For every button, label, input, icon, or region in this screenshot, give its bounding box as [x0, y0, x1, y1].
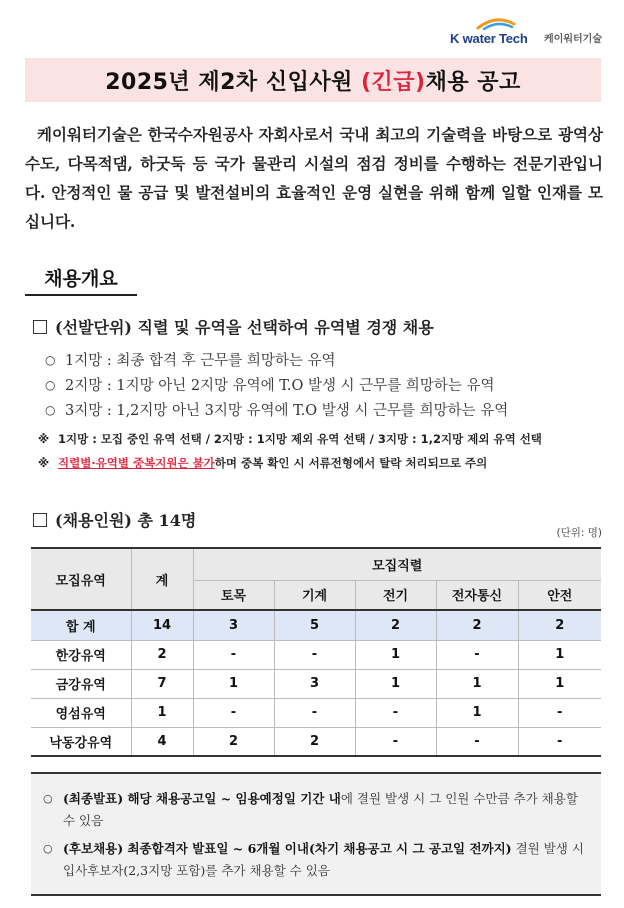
- table-cell: 1: [436, 669, 518, 698]
- circle-bullet-icon: ○: [43, 842, 53, 855]
- table-cell: -: [518, 727, 601, 756]
- column-header-region: 모집유역: [31, 548, 131, 610]
- table-cell: 1: [355, 669, 436, 698]
- table-total-row: [31, 610, 601, 640]
- list-item: [45, 347, 605, 372]
- table-cell: 1: [193, 669, 274, 698]
- title-band: [25, 58, 601, 102]
- title-prefix: 2025년 제2차 신입사원: [105, 69, 361, 95]
- table-cell: -: [518, 698, 601, 727]
- column-header: 토목: [193, 580, 274, 610]
- footnote-bold: (최종발표) 해당 채용공고일 ~ 임용예정일 기간 내: [63, 791, 341, 806]
- logo-text: K water Tech: [450, 31, 528, 46]
- notes: [38, 430, 610, 473]
- column-group-header: 모집직렬: [193, 548, 601, 580]
- row-label: 금강유역: [31, 669, 131, 698]
- table-cell: 1: [436, 698, 518, 727]
- preference-list: [45, 347, 605, 422]
- footnote-box: [31, 772, 601, 896]
- headcount-heading: [33, 508, 196, 531]
- selection-heading: [33, 315, 434, 338]
- table-cell: 5: [274, 610, 355, 640]
- row-label: 영섬유역: [31, 698, 131, 727]
- row-total: 4: [131, 727, 193, 756]
- table-cell: -: [355, 727, 436, 756]
- table-cell: 2: [193, 727, 274, 756]
- circle-bullet-icon: ○: [45, 377, 56, 392]
- list-item-text: 2지망 : 1지망 아닌 2지망 유역에 T.O 발생 시 근무를 희망하는 유역: [65, 378, 495, 394]
- row-label: 한강유역: [31, 640, 131, 669]
- checkbox-square-icon: [33, 513, 47, 527]
- row-total: 1: [131, 698, 193, 727]
- table-cell: 2: [436, 610, 518, 640]
- note-text: [58, 454, 487, 473]
- selection-heading-text: (선발단위) 직렬 및 유역을 선택하여 유역별 경쟁 채용: [55, 318, 434, 337]
- table-cell: -: [274, 640, 355, 669]
- note-text: 1지망 : 모집 중인 유역 선택 / 2지망 : 1지망 제외 유역 선택 / 3지망 : 1,2지망 제외 유역 선택: [58, 432, 542, 446]
- table-row: [31, 640, 601, 669]
- circle-bullet-icon: ○: [45, 402, 56, 417]
- table-cell: -: [274, 698, 355, 727]
- section-heading: [25, 260, 137, 296]
- footnote-text: [63, 788, 589, 832]
- row-label: 합 계: [31, 610, 131, 640]
- section-title: 채용개요: [44, 267, 118, 290]
- logo-wave-icon: [476, 16, 516, 30]
- footnote-item: [43, 788, 589, 832]
- table-cell: -: [355, 698, 436, 727]
- row-label: 낙동강유역: [31, 727, 131, 756]
- list-item-text: 3지망 : 1,2지망 아닌 3지망 유역에 T.O 발생 시 근무를 희망하는 유역: [65, 403, 509, 419]
- list-item-text: 1지망 : 최종 합격 후 근무를 희망하는 유역: [65, 353, 336, 369]
- footnote-item: [43, 838, 589, 882]
- table-cell: -: [193, 698, 274, 727]
- page-title: [105, 65, 521, 96]
- checkbox-square-icon: [33, 320, 47, 334]
- table-cell: 3: [274, 669, 355, 698]
- title-suffix: 채용 공고: [425, 69, 521, 95]
- column-header: 안전: [518, 580, 601, 610]
- table-row: [31, 727, 601, 756]
- circle-bullet-icon: ○: [45, 352, 56, 367]
- row-total: 7: [131, 669, 193, 698]
- circle-bullet-icon: ○: [43, 792, 53, 805]
- title-urgent-badge: (긴급): [360, 69, 426, 95]
- table-cell: 2: [518, 610, 601, 640]
- table-row: [31, 698, 601, 727]
- table-row: [31, 669, 601, 698]
- note-warning: 직렬별·유역별 중복지원은 불가: [58, 456, 215, 470]
- column-header-total: 계: [131, 548, 193, 610]
- note-duplicate: [38, 454, 610, 473]
- table-cell: 2: [355, 610, 436, 640]
- note-warning-rest: 하며 중복 확인 시 서류전형에서 탈락 처리되므로 주의: [214, 456, 488, 470]
- table-cell: -: [436, 727, 518, 756]
- column-header: 기계: [274, 580, 355, 610]
- note-preference: [38, 430, 610, 449]
- footnote-bold: (후보채용) 최종합격자 발표일 ~ 6개월 이내(차기 채용공고 시 그 공고일 전까지): [63, 841, 512, 856]
- footnote-rest: 에 결원 발생 시 그 인원 수만큼 추가 채용할 수 있음: [63, 791, 578, 828]
- row-total: 2: [131, 640, 193, 669]
- company-logo: [450, 22, 602, 46]
- column-header: 전자통신: [436, 580, 518, 610]
- table-cell: 2: [274, 727, 355, 756]
- table-cell: 3: [193, 610, 274, 640]
- table-cell: -: [193, 640, 274, 669]
- reference-mark-icon: ※: [38, 456, 50, 470]
- headcount-table: [31, 547, 601, 757]
- headcount-heading-text: (채용인원) 총 14명: [55, 511, 197, 530]
- table-cell: -: [436, 640, 518, 669]
- logo-mark: [450, 22, 536, 46]
- footnote-rest: 결원 발생 시 입사후보자(2,3지망 포함)를 추가 채용할 수 있음: [63, 841, 584, 878]
- reference-mark-icon: ※: [38, 432, 50, 446]
- table-cell: 1: [355, 640, 436, 669]
- list-item: [45, 397, 605, 422]
- row-total: 14: [131, 610, 193, 640]
- column-header: 전기: [355, 580, 436, 610]
- unit-label: (단위: 명): [556, 527, 602, 539]
- intro-paragraph: 케이워터기술은 한국수자원공사 자회사로서 국내 최고의 기술력을 바탕으로 광역상수도, 다목적댐, 하굿둑 등 국가 물관리 시설의 점검 정비를 수행하는 전문기관입니다. 안정적인 물 공급 및 발전설비의 효율적인 운영 실현을 위해 함께 일할 인재를 모십니다.: [25, 125, 603, 231]
- logo-korean-name: 케이워터기술: [544, 34, 602, 45]
- table-cell: 1: [518, 640, 601, 669]
- footnote-text: [63, 838, 589, 882]
- list-item: [45, 372, 605, 397]
- table-cell: 1: [518, 669, 601, 698]
